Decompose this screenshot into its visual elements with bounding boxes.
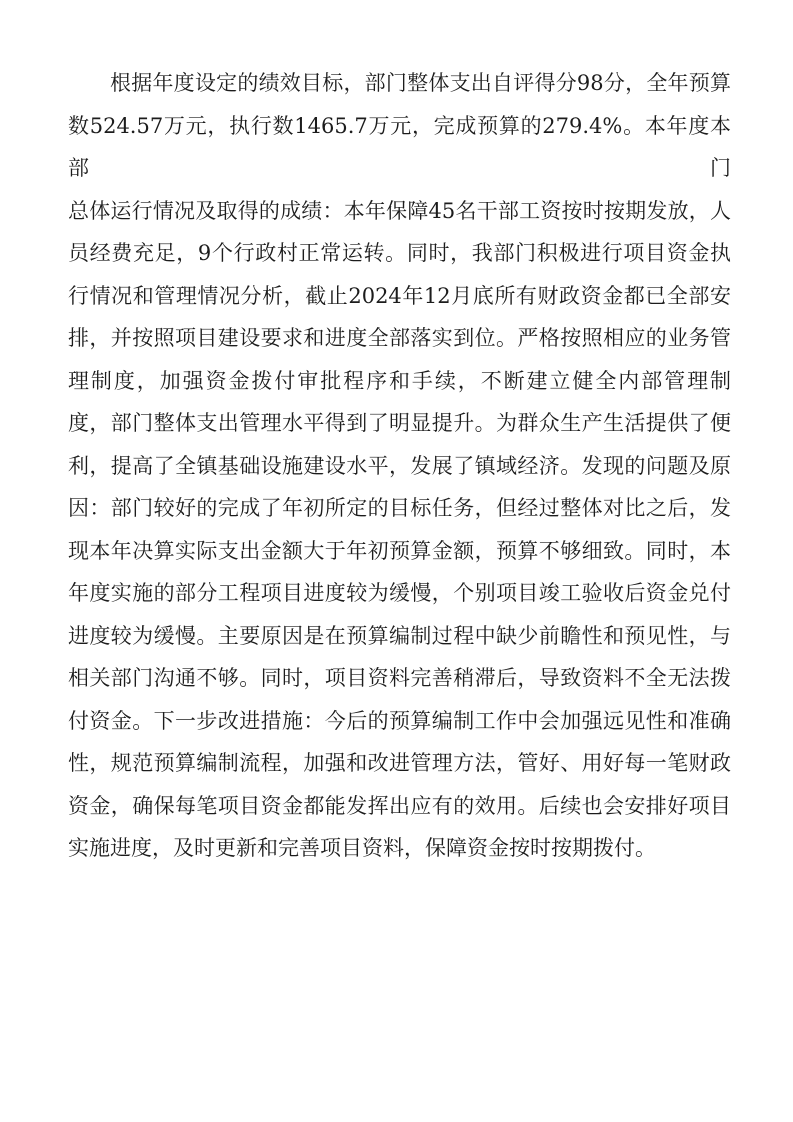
text-line: 员经费充足，9个行政村正常运转。同时，我部门积极进行项目资金执	[68, 241, 731, 265]
text-line: 行情况和管理情况分析，截止2024年12月底所有财政资金都已全部安	[68, 283, 731, 308]
text-line: 现本年决算实际支出金额大于年初预算金额，预算不够细致。同时，本	[68, 538, 731, 563]
text-line: 数524.57万元，执行数1465.7万元，完成预算的279.4%。本年度本部门	[68, 113, 731, 180]
text-line: 因：部门较好的完成了年初所定的目标任务，但经过整体对比之后，发	[68, 496, 731, 520]
text-line: 利，提高了全镇基础设施建设水平，发展了镇域经济。发现的问题及原	[68, 453, 731, 478]
text-line: 相关部门沟通不够。同时，项目资料完善稍滞后，导致资料不全无法拨	[68, 666, 731, 690]
text-line: 付资金。下一步改进措施：今后的预算编制工作中会加强远见性和准确	[68, 708, 731, 733]
text-line: 理制度，加强资金拨付审批程序和手续，不断建立健全内部管理制	[68, 368, 731, 393]
text-line: 实施进度，及时更新和完善项目资料，保障资金按时按期拨付。	[68, 836, 656, 860]
text-line: 进度较为缓慢。主要原因是在预算编制过程中缺少前瞻性和预见性，与	[68, 623, 731, 648]
text-line: 性，规范预算编制流程，加强和改进管理方法，管好、用好每一笔财政	[68, 751, 731, 775]
text-line: 根据年度设定的绩效目标，部门整体支出自评得分98分，全年预算	[110, 71, 731, 95]
text-line: 度，部门整体支出管理水平得到了明显提升。为群众生产生活提供了便	[68, 411, 731, 435]
text-line: 资金，确保每笔项目资金都能发挥出应有的效用。后续也会安排好项目	[68, 793, 731, 818]
text-line: 总体运行情况及取得的成绩：本年保障45名干部工资按时按期发放，人	[68, 198, 731, 223]
performance-evaluation-paragraph	[68, 62, 731, 870]
text-line: 排，并按照项目建设要求和进度全部落实到位。严格按照相应的业务管	[68, 326, 731, 350]
text-line: 年度实施的部分工程项目进度较为缓慢，个别项目竣工验收后资金兑付	[68, 581, 731, 605]
